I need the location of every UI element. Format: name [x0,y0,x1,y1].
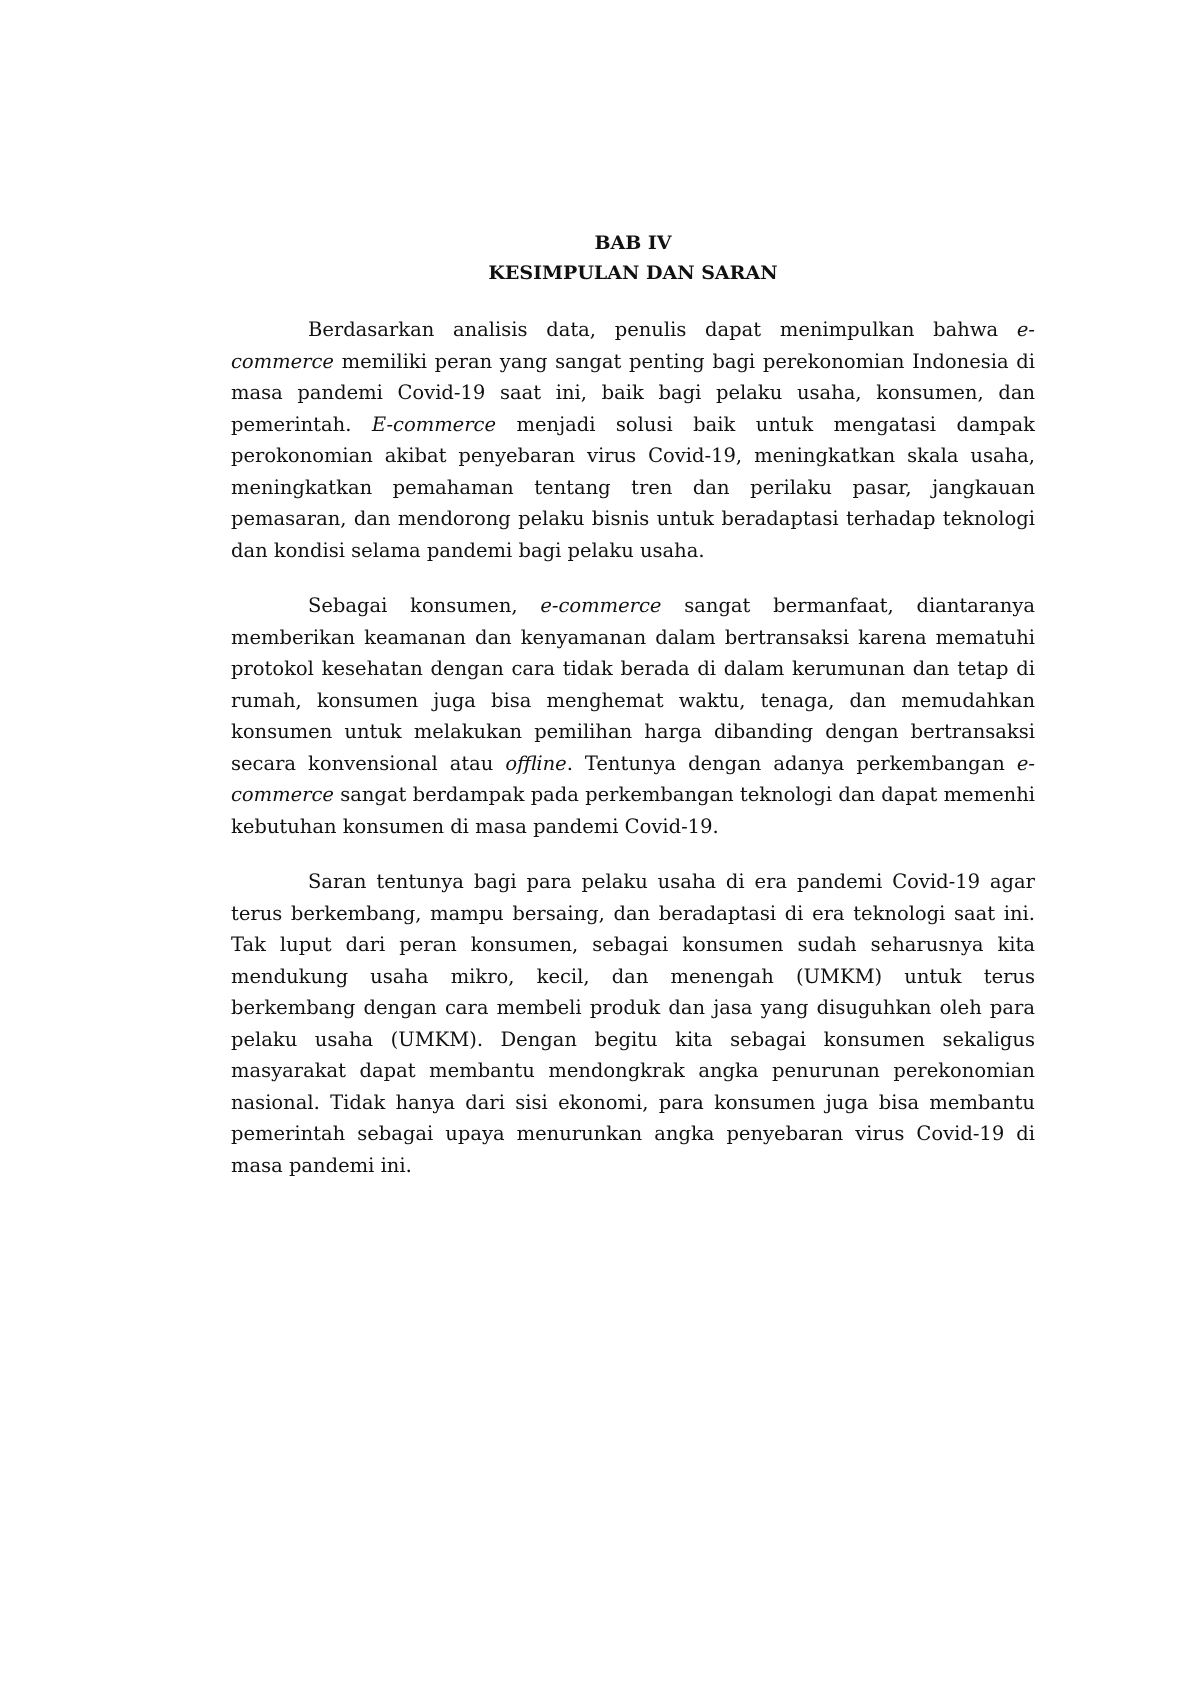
italic-term: offline [505,751,567,775]
chapter-label: BAB IV [594,232,672,254]
paragraph-text: Sebagai konsumen, [308,594,541,617]
italic-term: e-commerce [231,318,1035,373]
italic-term: e-commerce [231,751,1035,806]
page-content [231,228,1035,1205]
italic-term: E-commerce [371,412,497,436]
paragraph-text: memiliki peran yang sangat penting bagi perekonomian Indonesia di masa pandemi Covid-19 saat ini, baik bagi pelaku usaha, konsumen, dan pemerintah. [231,349,1035,436]
italic-term: e-commerce [540,594,662,617]
paragraph-text: sangat berdampak pada perkembangan teknologi dan dapat memenhi kebutuhan konsumen di masa pandemi Covid-19. [231,783,1035,838]
paragraph-text: Berdasarkan analisis data, penulis dapat menimpulkan bahwa [308,318,1017,341]
chapter-title: KESIMPULAN DAN SARAN [488,262,778,284]
paragraph-text: . Tentunya dengan adanya perkembangan [566,751,1017,775]
paragraph-consumer-benefits [231,590,1035,842]
paragraph-text: menjadi solusi baik untuk mengatasi dampak perokonomian akibat penyebaran virus Covid-19, meningkatkan skala usaha, meningkatkan pemahaman tentang tren dan perilaku pasar, jangkauan pemasaran, dan mendorong pelaku bisnis untuk beradaptasi terhadap teknologi dan kondisi selama pandemi bagi pelaku usaha. [231,412,1035,562]
paragraph-conclusion [231,314,1035,566]
paragraph-text: sangat bermanfaat, diantaranya memberikan keamanan dan kenyamanan dalam bertransaksi karena mematuhi protokol kesehatan dengan cara tidak berada di dalam kerumunan dan tetap di rumah, konsumen juga bisa menghemat waktu, tenaga, dan memudahkan konsumen untuk melakukan pemilihan harga dibanding dengan bertransaksi secara konvensional atau [231,594,1035,775]
paragraph-suggestions: Saran tentunya bagi para pelaku usaha di era pandemi Covid-19 agar terus berkembang, mampu bersaing, dan beradaptasi di era teknologi saat ini. Tak luput dari peran konsumen, sebagai konsumen sudah seharusnya kita mendukung usaha mikro, kecil, dan menengah (UMKM) untuk terus berkembang dengan cara membeli produk dan jasa yang disuguhkan oleh para pelaku usaha (UMKM). Dengan begitu kita sebagai konsumen sekaligus masyarakat dapat membantu mendongkrak angka penurunan perekonomian nasional. Tidak hanya dari sisi ekonomi, para konsumen juga bisa membantu pemerintah sebagai upaya menurunkan angka penyebaran virus Covid-19 di masa pandemi ini. [231,870,1035,1177]
